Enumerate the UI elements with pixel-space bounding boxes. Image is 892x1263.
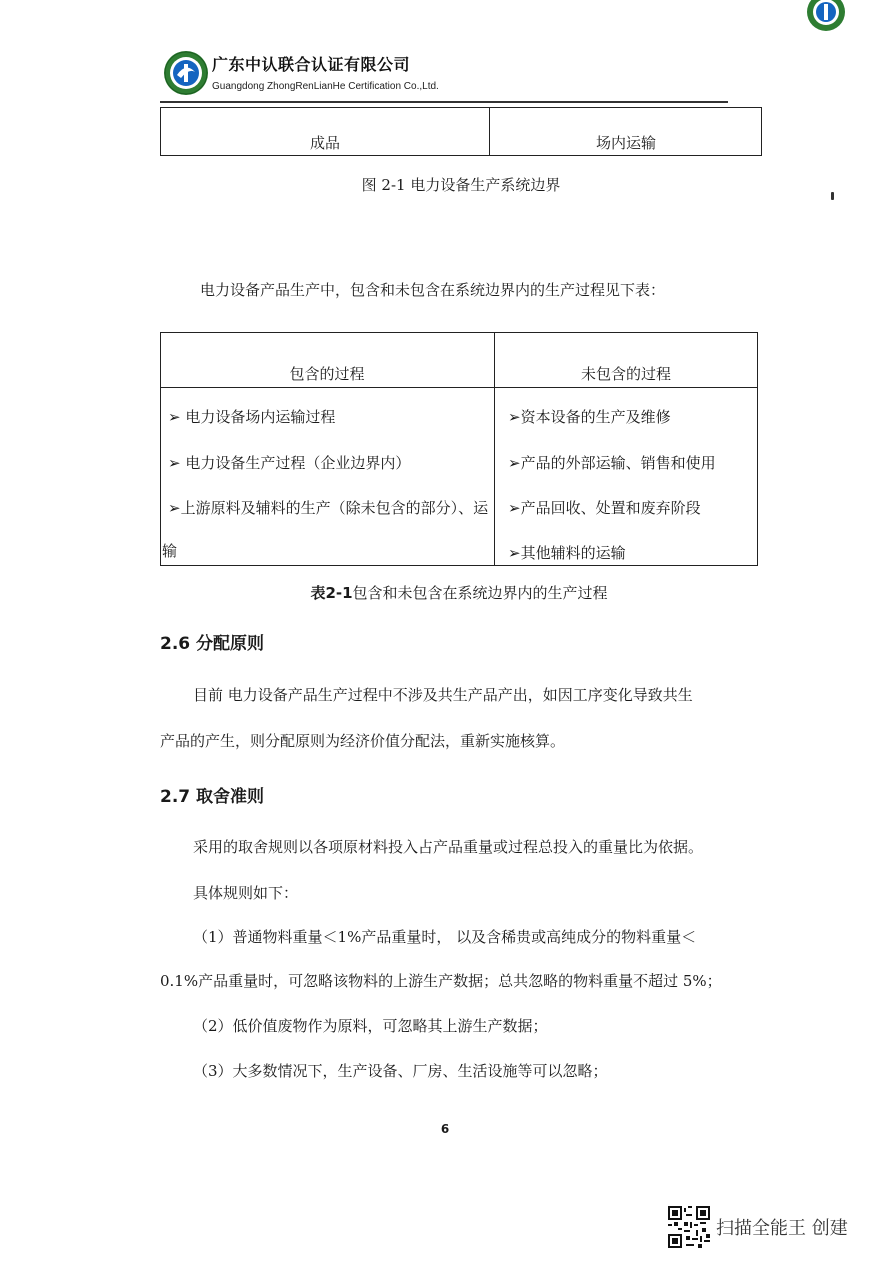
excluded-item: ➢资本设备的生产及维修 [508,408,671,426]
qr-code-icon [668,1206,710,1248]
company-name-en: Guangdong ZhongRenLianHe Certification Co.,Ltd. [212,81,439,92]
paragraph-line: 目前 电力设备产品生产过程中不涉及共生产品产出，如因工序变化导致共生 [193,686,693,704]
intro-paragraph: 电力设备产品生产中，包含和未包含在系统边界内的生产过程见下表： [200,281,666,299]
table-header-divider [160,387,758,388]
excluded-item: ➢产品的外部运输、销售和使用 [508,454,716,472]
table-caption-text: 包含和未包含在系统边界内的生产过程 [352,584,608,602]
included-item-continued: 输 [162,542,178,560]
rule-item: （1）普通物料重量＜1%产品重量时， 以及含稀贵或高纯成分的物料重量＜ [193,928,697,946]
paragraph-line: 采用的取舍规则以各项原材料投入占产品重量或过程总投入的重量比为依据。 [193,838,704,856]
paragraph-line: 具体规则如下： [193,884,299,902]
scan-speck [831,192,834,200]
table-cell-transport: 场内运输 [595,134,656,152]
excluded-item: ➢其他辅料的运输 [508,544,626,562]
table-caption-label: 表2-1 [310,584,353,602]
excluded-item: ➢产品回收、处置和废弃阶段 [508,499,701,517]
table-header-included: 包含的过程 [289,365,365,383]
rule-item-continued: 0.1%产品重量时，可忽略该物料的上游生产数据；总共忽略的物料重量不超过 5%； [160,972,722,990]
page-number: 6 [440,1122,450,1136]
company-logo-icon [163,50,209,96]
header-divider [160,101,728,103]
table-caption [160,582,758,603]
paragraph-line: 产品的产生，则分配原则为经济价值分配法，重新实施核算。 [160,732,566,750]
corner-logo-icon [806,0,846,32]
included-item: ➢上游原料及辅料的生产（除未包含的部分）、运 [168,499,489,517]
table-header-excluded: 未包含的过程 [580,365,671,383]
company-name-cn: 广东中认联合认证有限公司 [212,55,411,74]
included-item: ➢ 电力设备场内运输过程 [168,408,336,426]
table-cell-product: 成品 [309,134,340,152]
rule-item: （2）低价值废物作为原料，可忽略其上游生产数据； [193,1017,548,1035]
scanner-watermark-text: 扫描全能王 创建 [716,1218,848,1239]
rule-item: （3）大多数情况下，生产设备、厂房、生活设施等可以忽略； [193,1062,608,1080]
section-heading-allocation: 2.6 分配原则 [160,634,265,654]
figure-caption: 图 2-1 电力设备生产系统边界 [361,176,561,194]
section-heading-cutoff: 2.7 取舍准则 [160,787,265,807]
included-item: ➢ 电力设备生产过程（企业边界内） [168,454,411,472]
